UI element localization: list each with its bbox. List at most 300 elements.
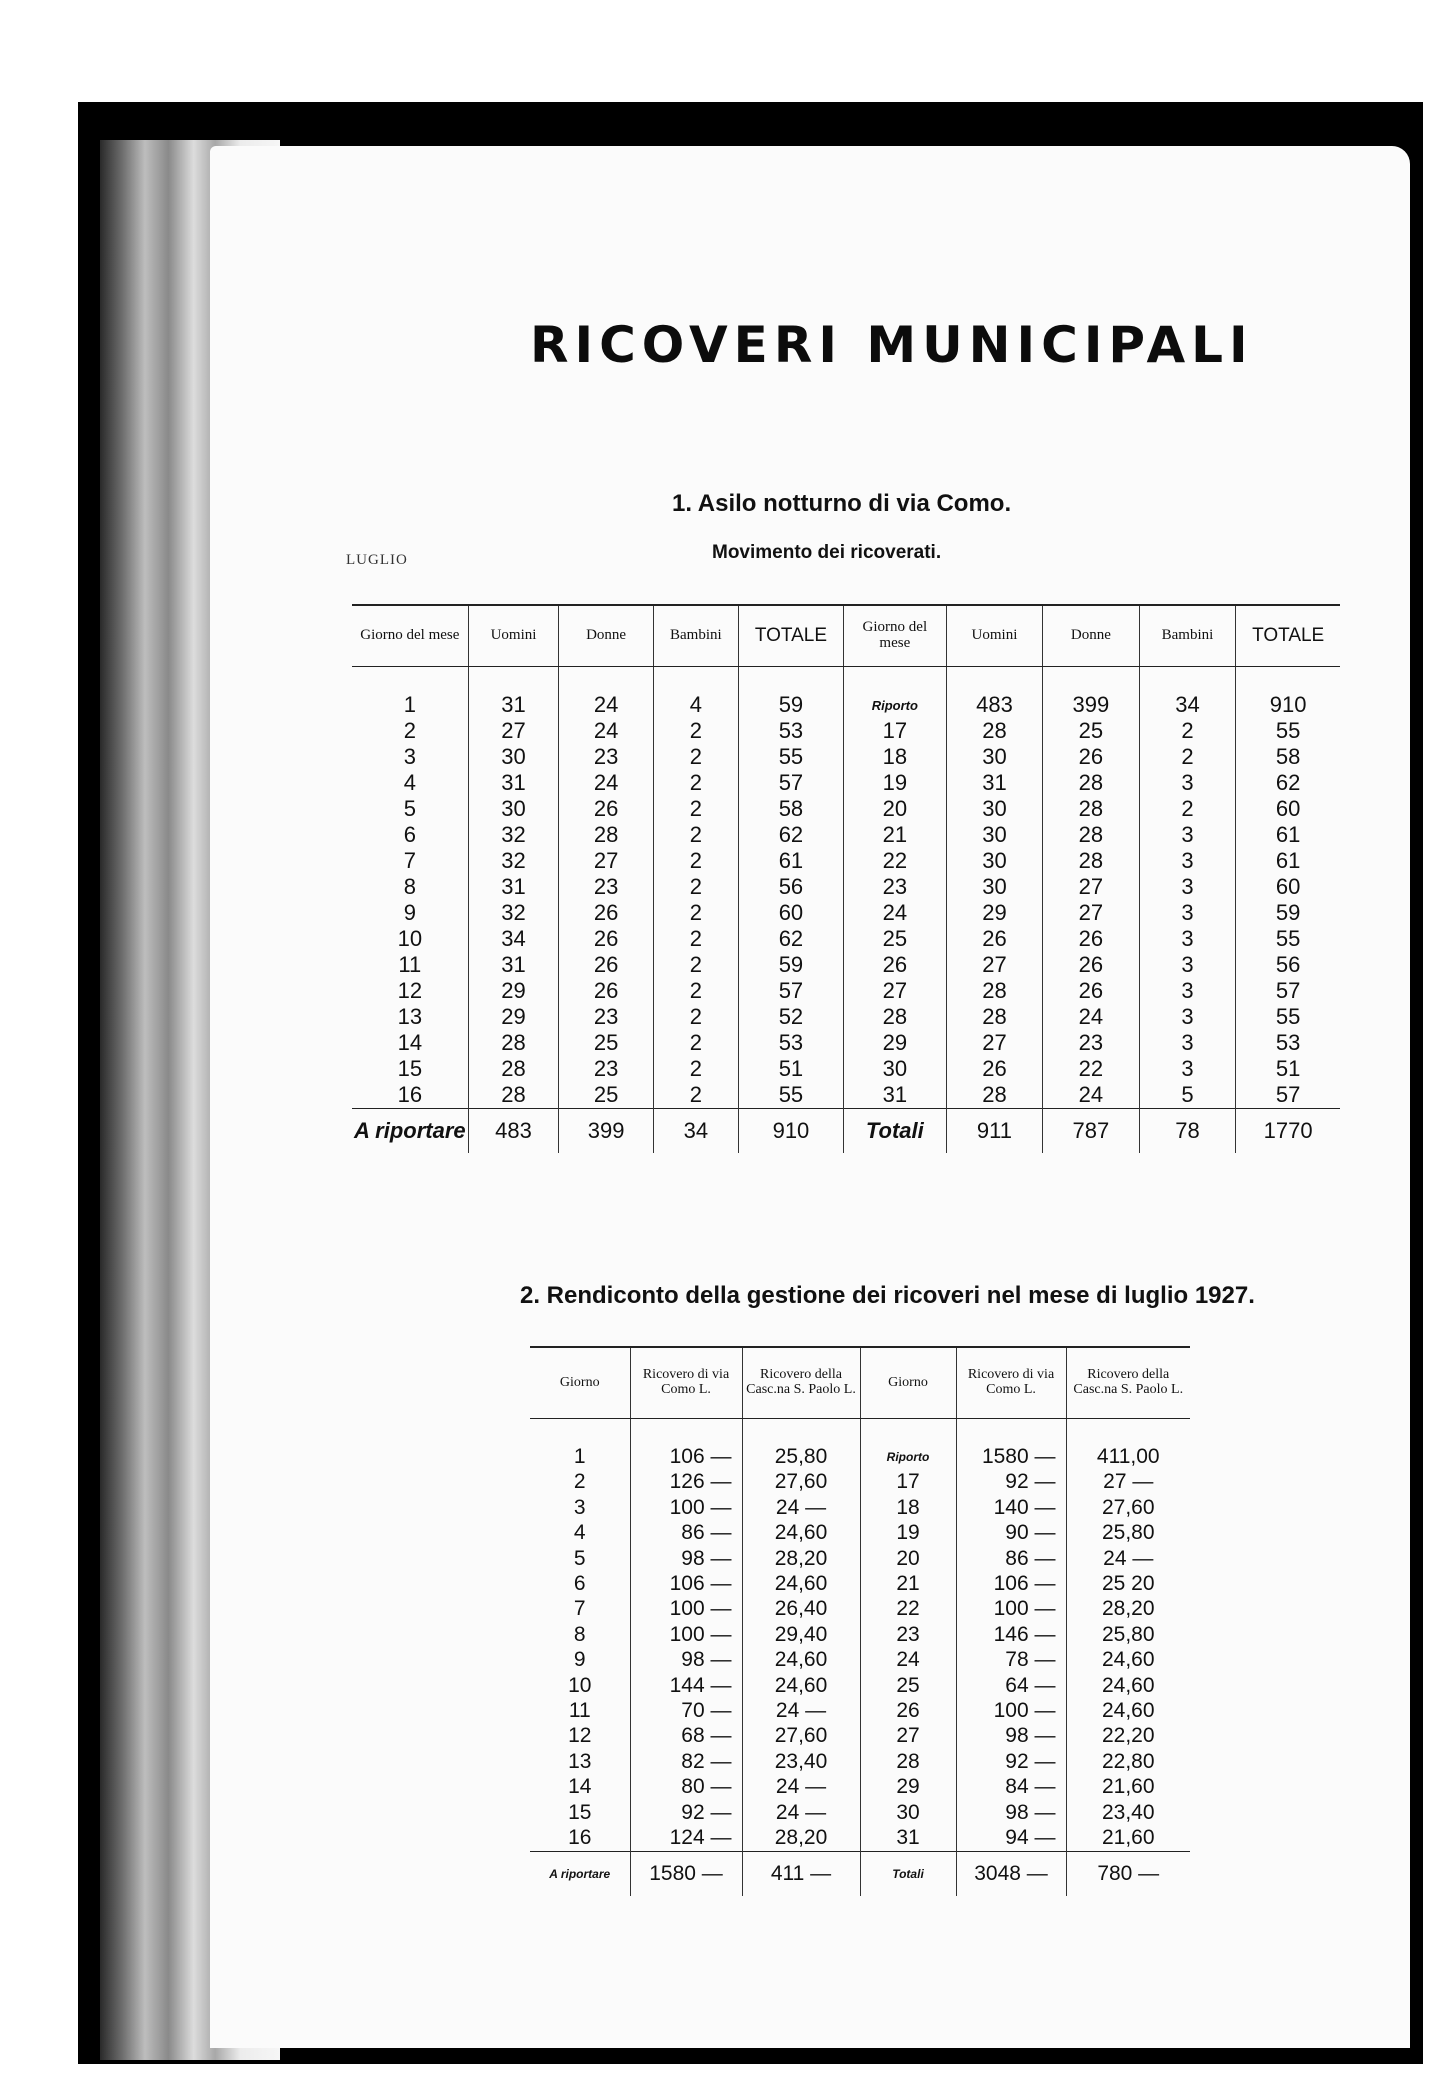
table-row — [352, 1004, 1340, 1030]
table-cell: 58 — [738, 796, 843, 822]
table-cell: 27,60 — [1101, 1495, 1155, 1519]
table-cell: 483 — [946, 692, 1043, 718]
table-cell: 27 — [946, 952, 1043, 978]
table-cell: 92 — — [956, 1470, 1066, 1495]
table-cell: 28 — [468, 1030, 559, 1056]
table-cell: 21,60 — [1101, 1825, 1155, 1849]
spacer-cell — [956, 1419, 1066, 1445]
table-row — [352, 952, 1340, 978]
col-header: Ricovero della Casc.na S. Paolo L. — [1066, 1347, 1190, 1419]
table-cell: 56 — [738, 874, 843, 900]
table-cell: 25,80 — [1101, 1622, 1155, 1646]
table-cell: 1580 — — [956, 1444, 1066, 1469]
table-cell: 12 — [352, 978, 468, 1004]
table-cell: 6 — [530, 1571, 630, 1596]
table-row — [352, 848, 1340, 874]
table-cell: 28 — [1043, 770, 1139, 796]
table-cell: 780 — — [1066, 1851, 1190, 1896]
table-cell: 24,60 — [1101, 1673, 1155, 1697]
table-row — [352, 692, 1340, 718]
table-cell: 2 — [653, 718, 738, 744]
table-cell: 5 — [1139, 1082, 1236, 1109]
table-cell: 411 — — [742, 1851, 860, 1896]
table-cell: 24 — [559, 770, 653, 796]
table-cell: 25 — [843, 926, 946, 952]
spacer-cell — [1236, 667, 1340, 693]
table-cell: 59 — [738, 692, 843, 718]
table-cell: 25 — [559, 1082, 653, 1109]
table-cell: 32 — [468, 822, 559, 848]
table-cell: 82 — — [630, 1749, 742, 1774]
table-cell: 61 — [1275, 848, 1301, 874]
table-cell: 28 — [843, 1004, 946, 1030]
table-cell: 146 — — [956, 1622, 1066, 1647]
table-cell: 14 — [352, 1030, 468, 1056]
table-cell: 32 — [468, 848, 559, 874]
table-cell: 29,40 — [742, 1622, 860, 1647]
table-row — [352, 1030, 1340, 1056]
table-cell: 98 — — [956, 1724, 1066, 1749]
table-cell: 80 — — [630, 1774, 742, 1799]
table-cell: 27 — [1043, 900, 1139, 926]
table-cell: 27 — [860, 1724, 956, 1749]
table-cell: 30 — [860, 1800, 956, 1825]
table-cell: 100 — — [630, 1597, 742, 1622]
table-header-row — [530, 1347, 1190, 1419]
table-row — [530, 1521, 1190, 1546]
table-cell: 20 — [843, 796, 946, 822]
table-cell: 23 — [559, 874, 653, 900]
table-cell: 24 — — [1103, 1546, 1154, 1570]
totals-row — [530, 1851, 1190, 1896]
table-cell: 21,60 — [1101, 1775, 1155, 1799]
table-header-row — [352, 605, 1340, 667]
section-1-heading: 1. Asilo notturno di via Como. — [672, 490, 1012, 517]
table-row — [352, 770, 1340, 796]
table-cell: 3 — [1139, 900, 1236, 926]
table-cell: 11 — [530, 1698, 630, 1723]
table-cell: 2 — [653, 978, 738, 1004]
table-cell: 29 — [860, 1774, 956, 1799]
table-cell: 5 — [352, 796, 468, 822]
table-row — [530, 1825, 1190, 1851]
table-cell: 100 — — [630, 1495, 742, 1520]
table-cell: 16 — [530, 1825, 630, 1851]
table-cell: 26 — [860, 1698, 956, 1723]
table-cell: 2 — [530, 1470, 630, 1495]
spacer-row — [352, 667, 1340, 693]
table-cell: 23,40 — [1101, 1800, 1155, 1824]
table-cell: 24 — — [742, 1495, 860, 1520]
table-cell: 30 — [946, 874, 1043, 900]
spacer-cell — [530, 1419, 630, 1445]
table-cell: 32 — [468, 900, 559, 926]
table-cell: 25,80 — [1101, 1521, 1155, 1545]
table-row — [530, 1800, 1190, 1825]
table-cell: 26 — [1043, 926, 1139, 952]
table-cell: 24,60 — [742, 1673, 860, 1698]
table-cell: 3 — [1139, 926, 1236, 952]
table-cell: 399 — [1043, 692, 1139, 718]
section-1-subheading: Movimento dei ricoverati. — [712, 542, 942, 563]
table-cell: 4 — [530, 1521, 630, 1546]
table-cell: 31 — [468, 692, 559, 718]
table-cell: 2 — [653, 874, 738, 900]
table-cell: 106 — — [956, 1571, 1066, 1596]
table-cell: 27 — [559, 848, 653, 874]
table-cell: 411,00 — [1096, 1445, 1160, 1469]
table-cell: 8 — [530, 1622, 630, 1647]
table-cell: 3 — [1139, 978, 1236, 1004]
table-cell: 28 — [946, 718, 1043, 744]
table-cell: 31 — [860, 1825, 956, 1851]
table-cell: 4 — [352, 770, 468, 796]
table-cell: 24,60 — [742, 1648, 860, 1673]
table-cell: 3 — [1139, 848, 1236, 874]
table-cell: 64 — — [956, 1673, 1066, 1698]
table-cell: 30 — [946, 796, 1043, 822]
table-cell: 28 — [1043, 822, 1139, 848]
table-row — [530, 1749, 1190, 1774]
col-header: Bambini — [653, 605, 738, 667]
table-cell: 26 — [559, 796, 653, 822]
page-title: RICOVERI MUNICIPALI — [530, 316, 1254, 374]
table-cell: 911 — [946, 1109, 1043, 1154]
table-cell: 10 — [530, 1673, 630, 1698]
table-cell: 28 — [860, 1749, 956, 1774]
spacer-cell — [630, 1419, 742, 1445]
table-cell: 30 — [946, 848, 1043, 874]
table-cell: 27 — [946, 1030, 1043, 1056]
table-cell: 86 — — [956, 1546, 1066, 1571]
table-cell: 23 — [860, 1622, 956, 1647]
table-cell: 29 — [843, 1030, 946, 1056]
table-cell: 25 — [860, 1673, 956, 1698]
table-cell: 26 — [559, 900, 653, 926]
table-cell: 55 — [1275, 1004, 1301, 1030]
table-cell: 24,60 — [1101, 1648, 1155, 1672]
table-cell: 2 — [653, 900, 738, 926]
table-cell: 59 — [738, 952, 843, 978]
table-cell: 7 — [352, 848, 468, 874]
table-cell: 28 — [468, 1056, 559, 1082]
table-cell: 3 — [1139, 1004, 1236, 1030]
table-cell: 26,40 — [742, 1597, 860, 1622]
table-cell: Riporto — [843, 692, 946, 718]
table-cell: 55 — [738, 744, 843, 770]
table-cell: 94 — — [956, 1825, 1066, 1851]
table-cell: 21 — [843, 822, 946, 848]
table-cell: 86 — — [630, 1521, 742, 1546]
spacer-cell — [742, 1419, 860, 1445]
table-cell: 16 — [352, 1082, 468, 1109]
table-cell: Totali — [860, 1851, 956, 1896]
table-cell: 28 — [946, 1004, 1043, 1030]
table-cell: 24 — — [742, 1774, 860, 1799]
table-row — [352, 822, 1340, 848]
accounts-table — [530, 1346, 1190, 1896]
table-cell: 26 — [559, 978, 653, 1004]
table-cell: 27 — — [1103, 1470, 1154, 1494]
table-cell: 910 — [738, 1109, 843, 1154]
table-cell: 18 — [860, 1495, 956, 1520]
table-row — [530, 1698, 1190, 1723]
table-row — [352, 978, 1340, 1004]
table-cell: 15 — [352, 1056, 468, 1082]
table-cell: 2 — [653, 926, 738, 952]
table-cell: 3 — [1139, 874, 1236, 900]
table-cell: 55 — [1275, 926, 1301, 952]
table-cell: 70 — — [630, 1698, 742, 1723]
table-cell: 31 — [946, 770, 1043, 796]
table-row — [352, 1056, 1340, 1082]
spacer-row — [530, 1419, 1190, 1445]
col-header: Donne — [559, 605, 653, 667]
table-cell: 12 — [530, 1724, 630, 1749]
table-row — [352, 744, 1340, 770]
spacer-cell — [1066, 1419, 1190, 1445]
spacer-cell — [946, 667, 1043, 693]
table-cell: 22 — [860, 1597, 956, 1622]
table-cell: 8 — [352, 874, 468, 900]
table-cell: 17 — [860, 1470, 956, 1495]
table-cell: 124 — — [630, 1825, 742, 1851]
spacer-cell — [1139, 667, 1236, 693]
table-cell: 17 — [843, 718, 946, 744]
table-cell: 34 — [653, 1109, 738, 1154]
col-header: Uomini — [468, 605, 559, 667]
table-cell: 9 — [352, 900, 468, 926]
table-cell: 28,20 — [742, 1546, 860, 1571]
table-cell: 57 — [738, 770, 843, 796]
col-header: TOTALE — [1236, 605, 1340, 667]
table-row — [530, 1673, 1190, 1698]
totals-row — [352, 1109, 1340, 1154]
table-cell: 13 — [530, 1749, 630, 1774]
table-cell: 30 — [468, 796, 559, 822]
table-cell: 51 — [738, 1056, 843, 1082]
table-cell: 24,60 — [1101, 1698, 1155, 1722]
table-row — [352, 900, 1340, 926]
table-cell: 26 — [946, 926, 1043, 952]
col-header: Giorno — [530, 1347, 630, 1419]
table-row — [530, 1597, 1190, 1622]
col-header: Ricovero di via Como L. — [956, 1347, 1066, 1419]
col-header: Ricovero di via Como L. — [630, 1347, 742, 1419]
table-cell: 22,20 — [1101, 1724, 1155, 1748]
table-cell: 57 — [1275, 978, 1301, 1004]
col-header: Donne — [1043, 605, 1139, 667]
spacer-cell — [860, 1419, 956, 1445]
table-cell: 22 — [1043, 1056, 1139, 1082]
spacer-cell — [1043, 667, 1139, 693]
table-cell: 24,60 — [742, 1571, 860, 1596]
table-cell: Totali — [843, 1109, 946, 1154]
table-cell: 29 — [468, 978, 559, 1004]
table-row — [530, 1495, 1190, 1520]
table-row — [530, 1648, 1190, 1673]
table-row — [352, 796, 1340, 822]
table-cell: 62 — [738, 926, 843, 952]
table-cell: 30 — [946, 744, 1043, 770]
table-cell: 84 — — [956, 1774, 1066, 1799]
table-cell: 25 — [1043, 718, 1139, 744]
table-cell: 2 — [1139, 796, 1236, 822]
table-cell: 27,60 — [742, 1470, 860, 1495]
table-cell: 2 — [653, 796, 738, 822]
table-cell: 26 — [1043, 744, 1139, 770]
table-row — [352, 718, 1340, 744]
spacer-cell — [738, 667, 843, 693]
table-cell: 9 — [530, 1648, 630, 1673]
table-row — [530, 1724, 1190, 1749]
col-header: Uomini — [946, 605, 1043, 667]
table-cell: 59 — [1275, 900, 1301, 926]
table-cell: 31 — [468, 952, 559, 978]
table-cell: 31 — [468, 770, 559, 796]
table-cell: 31 — [468, 874, 559, 900]
table-cell: 60 — [1275, 796, 1301, 822]
table-cell: 34 — [468, 926, 559, 952]
table-cell: 2 — [653, 822, 738, 848]
table-cell: 51 — [1275, 1056, 1301, 1082]
table-cell: 6 — [352, 822, 468, 848]
table-cell: 140 — — [956, 1495, 1066, 1520]
table-row — [530, 1774, 1190, 1799]
table-cell: 23 — [559, 1056, 653, 1082]
table-cell: A riportare — [352, 1109, 468, 1154]
table-cell: 30 — [946, 822, 1043, 848]
table-row — [530, 1444, 1190, 1469]
col-header: Ricovero della Casc.na S. Paolo L. — [742, 1347, 860, 1419]
section-2-heading: 2. Rendiconto della gestione dei ricoveri nel mese di luglio 1927. — [520, 1282, 1255, 1309]
col-header: Giorno — [860, 1347, 956, 1419]
table-cell: 13 — [352, 1004, 468, 1030]
table-cell: 28 — [946, 1082, 1043, 1109]
table-cell: 14 — [530, 1774, 630, 1799]
table-cell: 3 — [530, 1495, 630, 1520]
month-label: LUGLIO — [346, 552, 408, 568]
table-cell: 78 — — [956, 1648, 1066, 1673]
table-cell: 1770 — [1236, 1109, 1340, 1154]
table-cell: 24 — [860, 1648, 956, 1673]
table-cell: 100 — — [630, 1622, 742, 1647]
table-cell: 2 — [653, 848, 738, 874]
table-cell: 24 — [1043, 1082, 1139, 1109]
table-cell: 28 — [468, 1082, 559, 1109]
table-cell: 24 — [559, 718, 653, 744]
table-row — [352, 874, 1340, 900]
table-cell: 3048 — — [956, 1851, 1066, 1896]
table-cell: 2 — [352, 718, 468, 744]
table-cell: 1 — [352, 692, 468, 718]
table-cell: 98 — — [630, 1546, 742, 1571]
table-cell: 399 — [559, 1109, 653, 1154]
table-cell: 55 — [1275, 718, 1301, 744]
table-cell: 52 — [738, 1004, 843, 1030]
table-cell: 57 — [738, 978, 843, 1004]
table-cell: 2 — [653, 744, 738, 770]
table-cell: 26 — [1043, 978, 1139, 1004]
table-cell: 25 20 — [1101, 1572, 1155, 1596]
table-cell: 27 — [1043, 874, 1139, 900]
table-cell: 31 — [843, 1082, 946, 1109]
spacer-cell — [653, 667, 738, 693]
table-row — [352, 1082, 1340, 1109]
table-cell: 1580 — — [630, 1851, 742, 1896]
table-cell: 29 — [468, 1004, 559, 1030]
table-cell: 24 — — [742, 1800, 860, 1825]
table-cell: 2 — [653, 1030, 738, 1056]
table-cell: 25,80 — [742, 1444, 860, 1469]
table-cell: 2 — [653, 952, 738, 978]
table-cell: 1 — [530, 1444, 630, 1469]
table-cell: 23 — [559, 744, 653, 770]
table-cell: 62 — [1275, 770, 1301, 796]
spacer-cell — [843, 667, 946, 693]
table-cell: 20 — [860, 1546, 956, 1571]
table-cell: 98 — — [956, 1800, 1066, 1825]
table-cell: 60 — [1275, 874, 1301, 900]
table-cell: 28,20 — [1101, 1597, 1155, 1621]
table-cell: 92 — — [956, 1749, 1066, 1774]
table-cell: 19 — [860, 1521, 956, 1546]
spacer-cell — [468, 667, 559, 693]
table-cell: 28 — [946, 978, 1043, 1004]
table-cell: 18 — [843, 744, 946, 770]
table-cell: 787 — [1043, 1109, 1139, 1154]
table-cell: 56 — [1275, 952, 1301, 978]
table-cell: 34 — [1139, 692, 1236, 718]
table-row — [530, 1470, 1190, 1495]
table-cell: 24,60 — [742, 1521, 860, 1546]
spacer-cell — [352, 667, 468, 693]
col-header: Giorno del mese — [843, 605, 946, 667]
table-cell: 3 — [1139, 952, 1236, 978]
col-header: TOTALE — [738, 605, 843, 667]
table-cell: 15 — [530, 1800, 630, 1825]
table-cell: 53 — [738, 718, 843, 744]
table-cell: 100 — — [956, 1597, 1066, 1622]
table-cell: 2 — [1139, 718, 1236, 744]
table-cell: 3 — [1139, 822, 1236, 848]
table-cell: 26 — [559, 926, 653, 952]
col-header: Bambini — [1139, 605, 1236, 667]
table-cell: 21 — [860, 1571, 956, 1596]
table-cell: 126 — — [630, 1470, 742, 1495]
table-cell: 27 — [468, 718, 559, 744]
table-cell: 2 — [1139, 744, 1236, 770]
table-cell: 106 — — [630, 1571, 742, 1596]
table-cell: 28 — [559, 822, 653, 848]
table-cell: 57 — [1275, 1082, 1301, 1108]
table-cell: 53 — [1275, 1030, 1301, 1056]
spacer-cell — [559, 667, 653, 693]
table-row — [530, 1571, 1190, 1596]
table-cell: 61 — [1275, 822, 1301, 848]
table-cell: 3 — [352, 744, 468, 770]
table-cell: 3 — [1139, 770, 1236, 796]
col-header: Giorno del mese — [352, 605, 468, 667]
table-cell: 62 — [738, 822, 843, 848]
table-cell: 90 — — [956, 1521, 1066, 1546]
table-cell: 10 — [352, 926, 468, 952]
table-cell: 23 — [559, 1004, 653, 1030]
table-cell: 24 — [559, 692, 653, 718]
table-cell: 22,80 — [1101, 1749, 1155, 1773]
table-cell: 22 — [843, 848, 946, 874]
table-cell: 26 — [1043, 952, 1139, 978]
